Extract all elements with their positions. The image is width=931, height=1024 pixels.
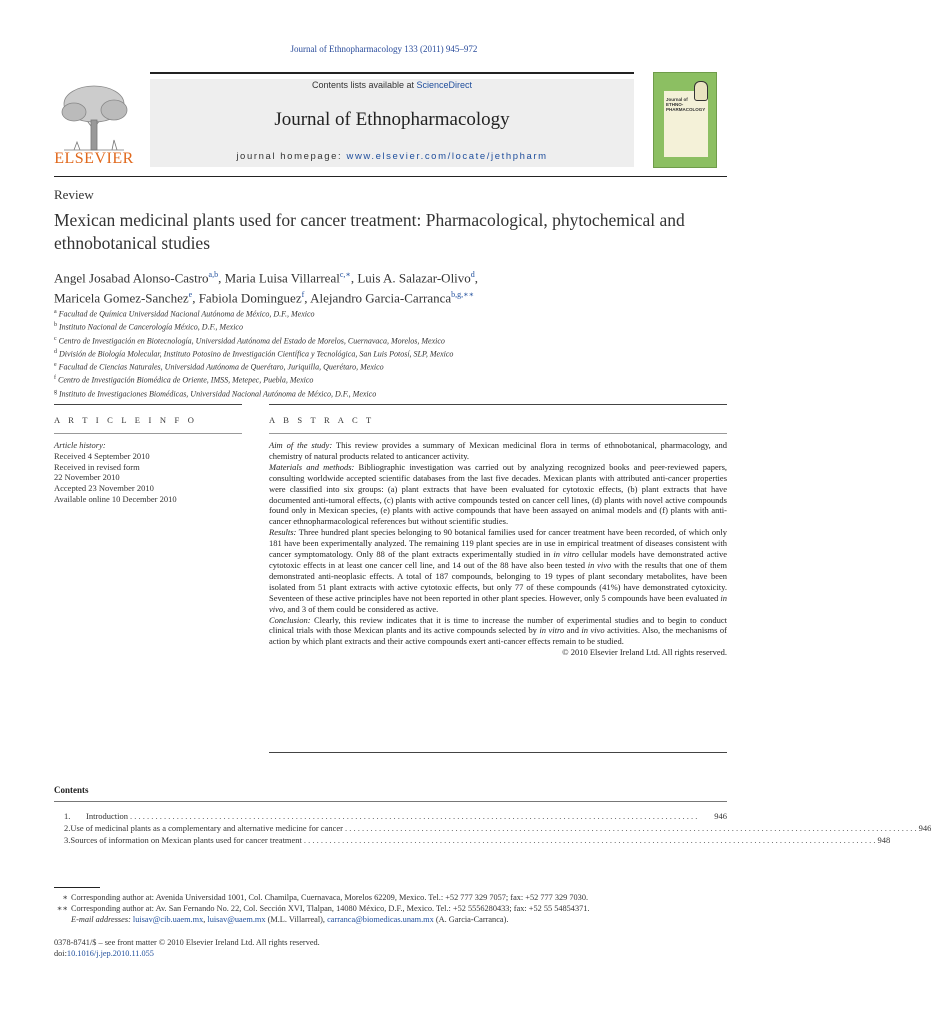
conclusion-italic: in vivo bbox=[581, 625, 605, 636]
doi-link[interactable]: 10.1016/j.jep.2010.11.055 bbox=[66, 949, 154, 959]
conclusion-text: and bbox=[564, 625, 582, 636]
toc-title[interactable]: Introduction bbox=[86, 811, 129, 821]
toc-entry[interactable] bbox=[54, 835, 891, 845]
results-text: cellular models have demonstrated active cytotoxic effects in at least one cancer cell line, and 14 out of the 88 have also been tested bbox=[269, 549, 727, 570]
article-info-heading: A R T I C L E I N F O bbox=[54, 415, 198, 425]
header-rule bbox=[150, 72, 634, 74]
author-affil-mark[interactable]: c,∗ bbox=[339, 270, 351, 279]
affiliation-mark: e bbox=[54, 362, 57, 368]
toc-number: 2. bbox=[64, 823, 71, 833]
toc-title[interactable]: Use of medicinal plants as a complementary and alternative medicine for cancer bbox=[70, 823, 343, 833]
results-italic: in vivo bbox=[587, 559, 612, 570]
article-info-subrule bbox=[54, 433, 242, 434]
footnote-text: Corresponding author at: Av. San Fernando No. 22, Col. Sección XVI, Tlalpan, 14080 México, D.F., Mexico. Tel.: +52 5556280433; fax: +52 55 54854371. bbox=[71, 904, 590, 914]
author-name: Luis A. Salazar-Olivo bbox=[357, 270, 471, 286]
email-link[interactable]: luisav@uaem.mx bbox=[207, 915, 266, 925]
contents-available-line bbox=[150, 80, 634, 90]
journal-citation[interactable]: Journal of Ethnopharmacology 133 (2011) 945–972 bbox=[290, 44, 478, 54]
footnote-emails bbox=[54, 914, 734, 925]
contents-prefix: Contents lists available at bbox=[311, 80, 417, 90]
methods-text: Bibliographic investigation was carried out by analyzing recognized books and peer-reviewed papers, consulting worldwide accepted scientific databases from the last five decades. Mexican plants with attributed anti-cancer properties were classified into six groups: (a) plant extracts that have been evaluated for cytotoxic effects, (b) plant extracts that have documented anti-tumoral effects, (c) plants with active compounds tested on cancer cell lines, (d) plants with novel active compounds found only in Mexican species, (e) plants with active compounds that have been assayed on animal models and (f) plants with anti-cancer ethnopharmacological references but without scientific studies. bbox=[269, 461, 727, 527]
email-label: E-mail addresses: bbox=[71, 915, 131, 925]
footnote-corresponding-1 bbox=[54, 892, 734, 903]
toc-page[interactable]: 946 bbox=[714, 811, 727, 821]
history-line: Received in revised form bbox=[54, 461, 140, 472]
abstract-results bbox=[269, 527, 727, 614]
history-label: Article history: bbox=[54, 440, 106, 450]
journal-homepage bbox=[150, 151, 634, 162]
footnote-mark: ∗ bbox=[62, 893, 68, 902]
author-affil-mark[interactable]: b,g,∗∗ bbox=[451, 290, 475, 300]
affiliation-item bbox=[54, 334, 734, 347]
journal-cover-image bbox=[653, 72, 717, 168]
homepage-link[interactable]: www.elsevier.com/locate/jethpharm bbox=[346, 151, 548, 162]
homepage-prefix: journal homepage: bbox=[236, 151, 347, 162]
toc-entry[interactable] bbox=[54, 823, 931, 833]
contents-heading: Contents bbox=[54, 785, 89, 795]
author-sep: , bbox=[474, 270, 479, 286]
affiliation-list bbox=[54, 307, 734, 400]
issn-line: 0378-8741/$ – see front matter © 2010 Elsevier Ireland Ltd. All rights reserved. bbox=[54, 938, 320, 947]
author-affil-mark[interactable]: d bbox=[470, 270, 475, 279]
affiliation-item bbox=[54, 373, 734, 386]
author-affil-mark[interactable]: e bbox=[188, 290, 193, 300]
affiliation-text: Centro de Investigación en Biotecnología, Universidad Autónoma del Estado de Morelos, Cuernavaca, Morelos, Mexico bbox=[58, 336, 445, 346]
email-link[interactable]: luisav@cib.uaem.mx bbox=[132, 915, 204, 925]
publisher-logo-text: ELSEVIER bbox=[54, 150, 134, 167]
doi-prefix: doi: bbox=[54, 949, 67, 959]
author-sep: , bbox=[350, 270, 358, 286]
author-name: Maricela Gomez-Sanchez bbox=[54, 290, 189, 306]
affiliation-item bbox=[54, 360, 734, 373]
abstract-conclusion bbox=[269, 615, 727, 648]
conclusion-text: Clearly, this review indicates that it is time to increase the number of experimental studies and to begin to conduct clinical trials with those Mexican plants and its active compounds selected by bbox=[269, 614, 727, 636]
author-name: Maria Luisa Villarreal bbox=[224, 270, 340, 286]
issn-doi-block bbox=[54, 937, 320, 960]
toc-number: 1. bbox=[64, 811, 71, 821]
article-type: Review bbox=[54, 187, 94, 202]
toc-page[interactable]: 946 bbox=[918, 823, 931, 833]
abstract-heading: A B S T R A C T bbox=[269, 415, 375, 425]
footnote-text: Corresponding author at: Avenida Universidad 1001, Col. Chamilpa, Cuernavaca, Morelos 62209, Mexico. Tel.: +52 777 329 7057; fax: +52 777 329 7030. bbox=[71, 893, 589, 902]
affiliation-item bbox=[54, 387, 734, 400]
aim-label: Aim of the study: bbox=[269, 440, 333, 450]
history-line: Available online 10 December 2010 bbox=[54, 493, 177, 504]
affiliation-text: Facultad de Ciencias Naturales, Universidad Autónoma de Querétaro, Juriquilla, Querétaro, Mexico bbox=[58, 362, 384, 372]
methods-label: Materials and methods: bbox=[269, 461, 355, 472]
aim-text: This review provides a summary of Mexican medicinal flora in terms of ethnobotanical, pharmacology, and chemistry of natural products related to anticancer activity. bbox=[269, 440, 727, 461]
footnote-corresponding-2 bbox=[54, 903, 734, 914]
toc-leader: . . . . . . . . . . . . . . . . . . . . . . . . . . . . . . . . . . . . . . . . . . . . . . . . . . . . . . . . . . . . . . . . . . . . . . . . . . . . . . . . . . . . . . . . . . . . . . . . . . . . . . . . . . . . . . . . . . . . . . . . . . . . . . . . . . . . . . . bbox=[303, 835, 876, 845]
article-title: Mexican medicinal plants used for cancer treatment: Pharmacological, phytochemical and ethnobotanical studies bbox=[54, 210, 685, 253]
toc-leader: . . . . . . . . . . . . . . . . . . . . . . . . . . . . . . . . . . . . . . . . . . . . . . . . . . . . . . . . . . . . . . . . . . . . . . . . . . . . . . . . . . . . . . . . . . . . . . . . . . . . . . . . . . . . . . . . . . . . . . . . . . . . . . . . . . . . . . bbox=[130, 811, 698, 821]
email-sep: , bbox=[203, 915, 208, 925]
affiliation-text: Centro de Investigación Biomédica de Oriente, IMSS, Metepec, Puebla, Mexico bbox=[58, 375, 314, 385]
author-sep: , bbox=[304, 290, 311, 306]
results-text: with the results that one of them demonstrated anti-neoplasic effects. A total of 187 compounds, belonging to 19 types of plant secondary metabolites, have been isolated from 51 plant extracts with active cytotoxic effects, but only 77 of these compounds (41%) have demonstrated cytoxicity. Seventeen of these active principles have not been reported in other plant species. However, only 5 compounds have been evaluated bbox=[269, 559, 727, 603]
top-rule bbox=[54, 176, 727, 177]
abstract-bottom-rule bbox=[269, 752, 727, 753]
author-name: Fabiola Dominguez bbox=[198, 290, 302, 306]
toc-number: 3. bbox=[64, 835, 71, 845]
affiliation-text: Instituto de Investigaciones Biomédicas, Universidad Nacional Autónoma de México, D.F., Mexico bbox=[59, 389, 377, 399]
article-history bbox=[54, 440, 254, 505]
abstract-rule bbox=[269, 404, 727, 405]
results-text: , and 3 of them could be considered as active. bbox=[283, 603, 439, 614]
affiliation-text: Facultad de Química Universidad Nacional Autónoma de México, D.F., Mexico bbox=[58, 309, 315, 319]
author-sep: , bbox=[218, 270, 225, 286]
conclusion-label: Conclusion: bbox=[269, 614, 311, 625]
affiliation-text: Instituto Nacional de Cancerología México, D.F., Mexico bbox=[59, 322, 243, 332]
results-italic: in vivo bbox=[269, 592, 727, 614]
contents-rule bbox=[54, 801, 727, 802]
toc-entry[interactable] bbox=[54, 811, 727, 821]
affiliation-mark: c bbox=[54, 335, 57, 342]
cover-title: Journal of ETHNO- PHARMACOLOGY bbox=[666, 97, 706, 112]
toc-title[interactable]: Sources of information on Mexican plants used for cancer treatment bbox=[70, 835, 302, 845]
affiliation-mark: a bbox=[54, 309, 57, 315]
footnotes bbox=[54, 892, 734, 926]
affiliation-item bbox=[54, 307, 734, 320]
affiliation-mark: d bbox=[54, 348, 57, 355]
history-line: Accepted 23 November 2010 bbox=[54, 483, 154, 494]
affiliation-mark: f bbox=[54, 375, 56, 382]
history-line: 22 November 2010 bbox=[54, 472, 120, 483]
email-owner: (A. Garcia-Carranca). bbox=[433, 915, 509, 925]
toc-page[interactable]: 948 bbox=[877, 835, 891, 845]
conclusion-italic: in vitro bbox=[539, 625, 565, 636]
abstract-subrule bbox=[269, 433, 727, 434]
author-list bbox=[54, 266, 734, 307]
sciencedirect-link[interactable]: ScienceDirect bbox=[416, 80, 473, 90]
results-text: Three hundred plant species belonging to 90 botanical families used for cancer treatment have been recorded, of which only 181 have been experimentally analyzed. The remaining 119 plant species are in use in empirical treatment of diseases consistent with cancer symptomatology. Only 88 of the plant extracts experimentally studied in bbox=[269, 527, 727, 560]
author-affil-mark[interactable]: a,b bbox=[208, 270, 219, 279]
results-italic: in vitro bbox=[553, 549, 579, 560]
affiliation-item bbox=[54, 347, 734, 360]
doi-line bbox=[54, 948, 320, 959]
author-sep: , bbox=[192, 290, 199, 306]
abstract-aim bbox=[269, 440, 727, 462]
affiliation-item bbox=[54, 320, 734, 333]
author-name: Alejandro Garcia-Carranca bbox=[310, 290, 452, 306]
affiliation-text: División de Biología Molecular, Instituto Potosino de Investigación Científica y Tecnológica, San Luis Potosí, SLP, Mexico bbox=[59, 349, 454, 359]
footnote-mark: ∗∗ bbox=[56, 904, 68, 914]
email-owner: (M.L. Villarreal), bbox=[265, 915, 328, 925]
journal-title: Journal of Ethnopharmacology bbox=[274, 109, 510, 130]
author-affil-mark[interactable]: f bbox=[301, 290, 305, 300]
copyright-line: © 2010 Elsevier Ireland Ltd. All rights reserved. bbox=[562, 647, 727, 658]
footnote-rule bbox=[54, 887, 100, 888]
author-name: Angel Josabad Alonso-Castro bbox=[54, 270, 209, 286]
conclusion-text: activities. Also, the mechanisms of action by which plant extracts and their active compounds exert anti-cancer effects remain to be studied. bbox=[269, 625, 728, 647]
toc-leader: . . . . . . . . . . . . . . . . . . . . . . . . . . . . . . . . . . . . . . . . . . . . . . . . . . . . . . . . . . . . . . . . . . . . . . . . . . . . . . . . . . . . . . . . . . . . . . . . . . . . . . . . . . . . . . . . . . . . . . . . . . . . . . . . . . . . . . . bbox=[344, 823, 917, 833]
email-link[interactable]: carranca@biomedicas.unam.mx bbox=[327, 915, 434, 925]
affiliation-mark: g bbox=[54, 388, 57, 395]
history-line: Received 4 September 2010 bbox=[54, 450, 150, 461]
results-label: Results: bbox=[269, 527, 297, 538]
affiliation-mark: b bbox=[54, 322, 57, 329]
abstract-methods bbox=[269, 462, 727, 527]
article-info-rule bbox=[54, 404, 242, 405]
abstract-body bbox=[269, 440, 727, 658]
